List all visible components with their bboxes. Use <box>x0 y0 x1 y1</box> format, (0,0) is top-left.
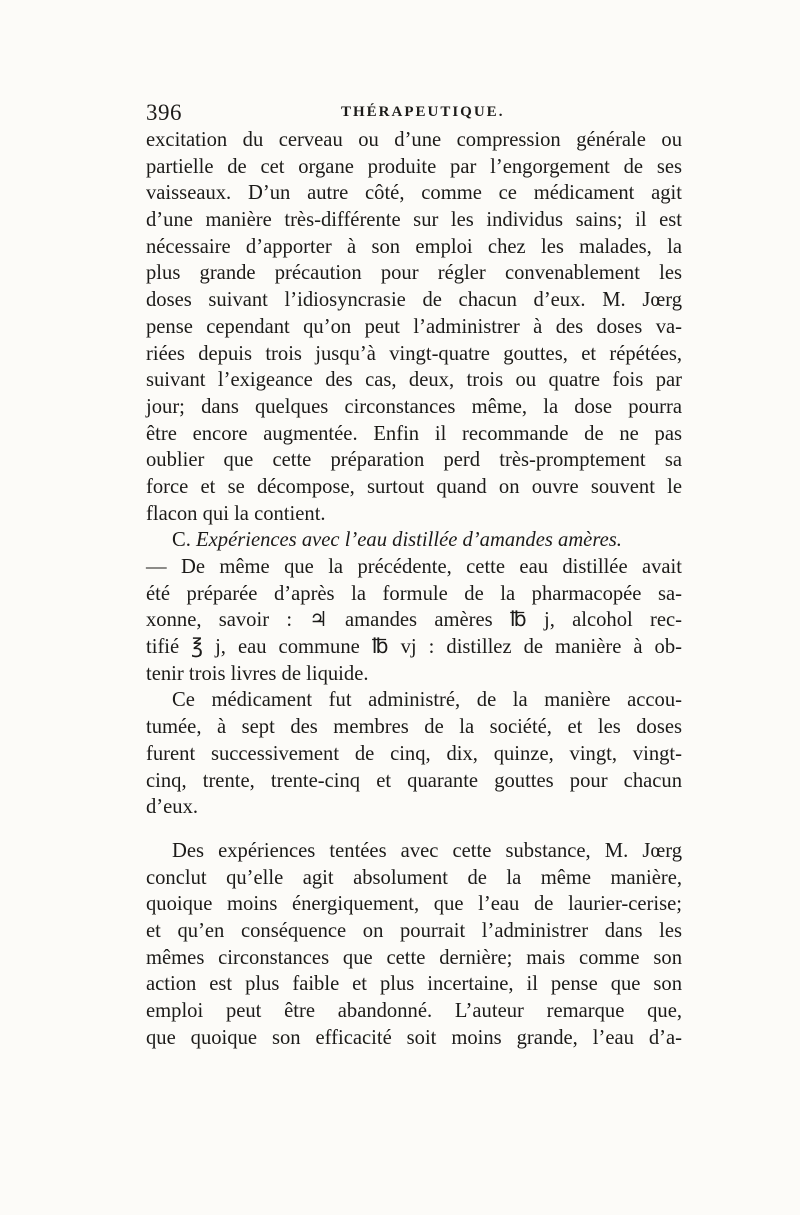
text-line: et qu’en conséquence on pourrait l’administrer dans les <box>146 919 682 942</box>
section-title: Expériences avec l’eau distillée d’amandes amères. <box>196 529 622 552</box>
text-line: Des expériences tentées avec cette substance, M. Jœrg <box>172 839 682 862</box>
text-line: nécessaire d’apporter à son emploi chez les malades, la <box>146 235 682 258</box>
text-line: que quoique son efficacité soit moins grande, l’eau d’a- <box>146 1026 682 1049</box>
text-line: force et se décompose, surtout quand on ouvre souvent le <box>146 475 682 498</box>
text-line: tumée, à sept des membres de la société, et les doses <box>146 716 682 739</box>
text-line: doses suivant l’idiosyncrasie de chacun d’eux. M. Jœrg <box>146 289 682 312</box>
text-line: été préparée d’après la formule de la pharmacopée sa- <box>146 582 682 605</box>
running-title: THÉRAPEUTIQUE. <box>341 104 505 120</box>
text-line: vaisseaux. D’un autre côté, comme ce médicament agit <box>146 182 682 205</box>
text-line: Ce médicament fut administré, de la manière accou- <box>172 689 682 712</box>
text-line: furent successivement de cinq, dix, quinze, vingt, vingt- <box>146 742 682 765</box>
page-header <box>146 100 682 126</box>
text-line: oublier que cette préparation perd très-promptement sa <box>146 449 682 472</box>
text-line: partielle de cet organe produite par l’engorgement de ses <box>146 155 682 178</box>
paragraph-1 <box>146 127 682 527</box>
text-line: excitation du cerveau ou d’une compression générale ou <box>146 129 682 151</box>
text-line: tifié ℥ j, eau commune ℔ vj : distillez de manière à ob- <box>146 636 682 659</box>
text-line: être encore augmentée. Enfin il recommande de ne pas <box>146 422 682 445</box>
page-number: 396 <box>146 100 182 125</box>
text-line: action est plus faible et plus incertaine, il pense que son <box>146 973 682 996</box>
text-line: flacon qui la contient. <box>146 502 326 525</box>
text-line: riées depuis trois jusqu’à vingt-quatre gouttes, et répétées, <box>146 342 682 365</box>
paragraph-4 <box>146 838 682 1052</box>
paragraph-3 <box>146 687 682 820</box>
text-line: suivant l’exigeance des cas, deux, trois ou quatre fois par <box>146 369 682 392</box>
text-line: d’une manière très-différente sur les individus sains; il est <box>146 209 682 232</box>
text-line: conclut qu’elle agit absolument de la même manière, <box>146 866 682 889</box>
section-heading <box>146 527 682 554</box>
section-label: C. <box>172 529 191 552</box>
text-line: xonne, savoir : ♃ amandes amères ℔ j, alcohol rec- <box>146 609 682 632</box>
paragraph-gap <box>146 821 682 838</box>
text-line: d’eux. <box>146 796 199 819</box>
text-line: — De même que la précédente, cette eau distillée avait <box>146 556 682 578</box>
paragraph-2 <box>146 527 682 687</box>
text-line: jour; dans quelques circonstances même, la dose pourra <box>146 395 682 418</box>
text-line: pense cependant qu’on peut l’administrer à des doses va- <box>146 315 682 338</box>
page-body <box>146 127 682 1051</box>
text-line: mêmes circonstances que cette dernière; mais comme son <box>146 946 682 969</box>
text-line: plus grande précaution pour régler convenablement les <box>146 262 682 285</box>
text-line: cinq, trente, trente-cinq et quarante gouttes pour chacun <box>146 769 682 792</box>
text-line: tenir trois livres de liquide. <box>146 662 369 685</box>
text-line: quoique moins énergiquement, que l’eau de laurier-cerise; <box>146 893 682 916</box>
text-line: emploi peut être abandonné. L’auteur remarque que, <box>146 1000 682 1022</box>
